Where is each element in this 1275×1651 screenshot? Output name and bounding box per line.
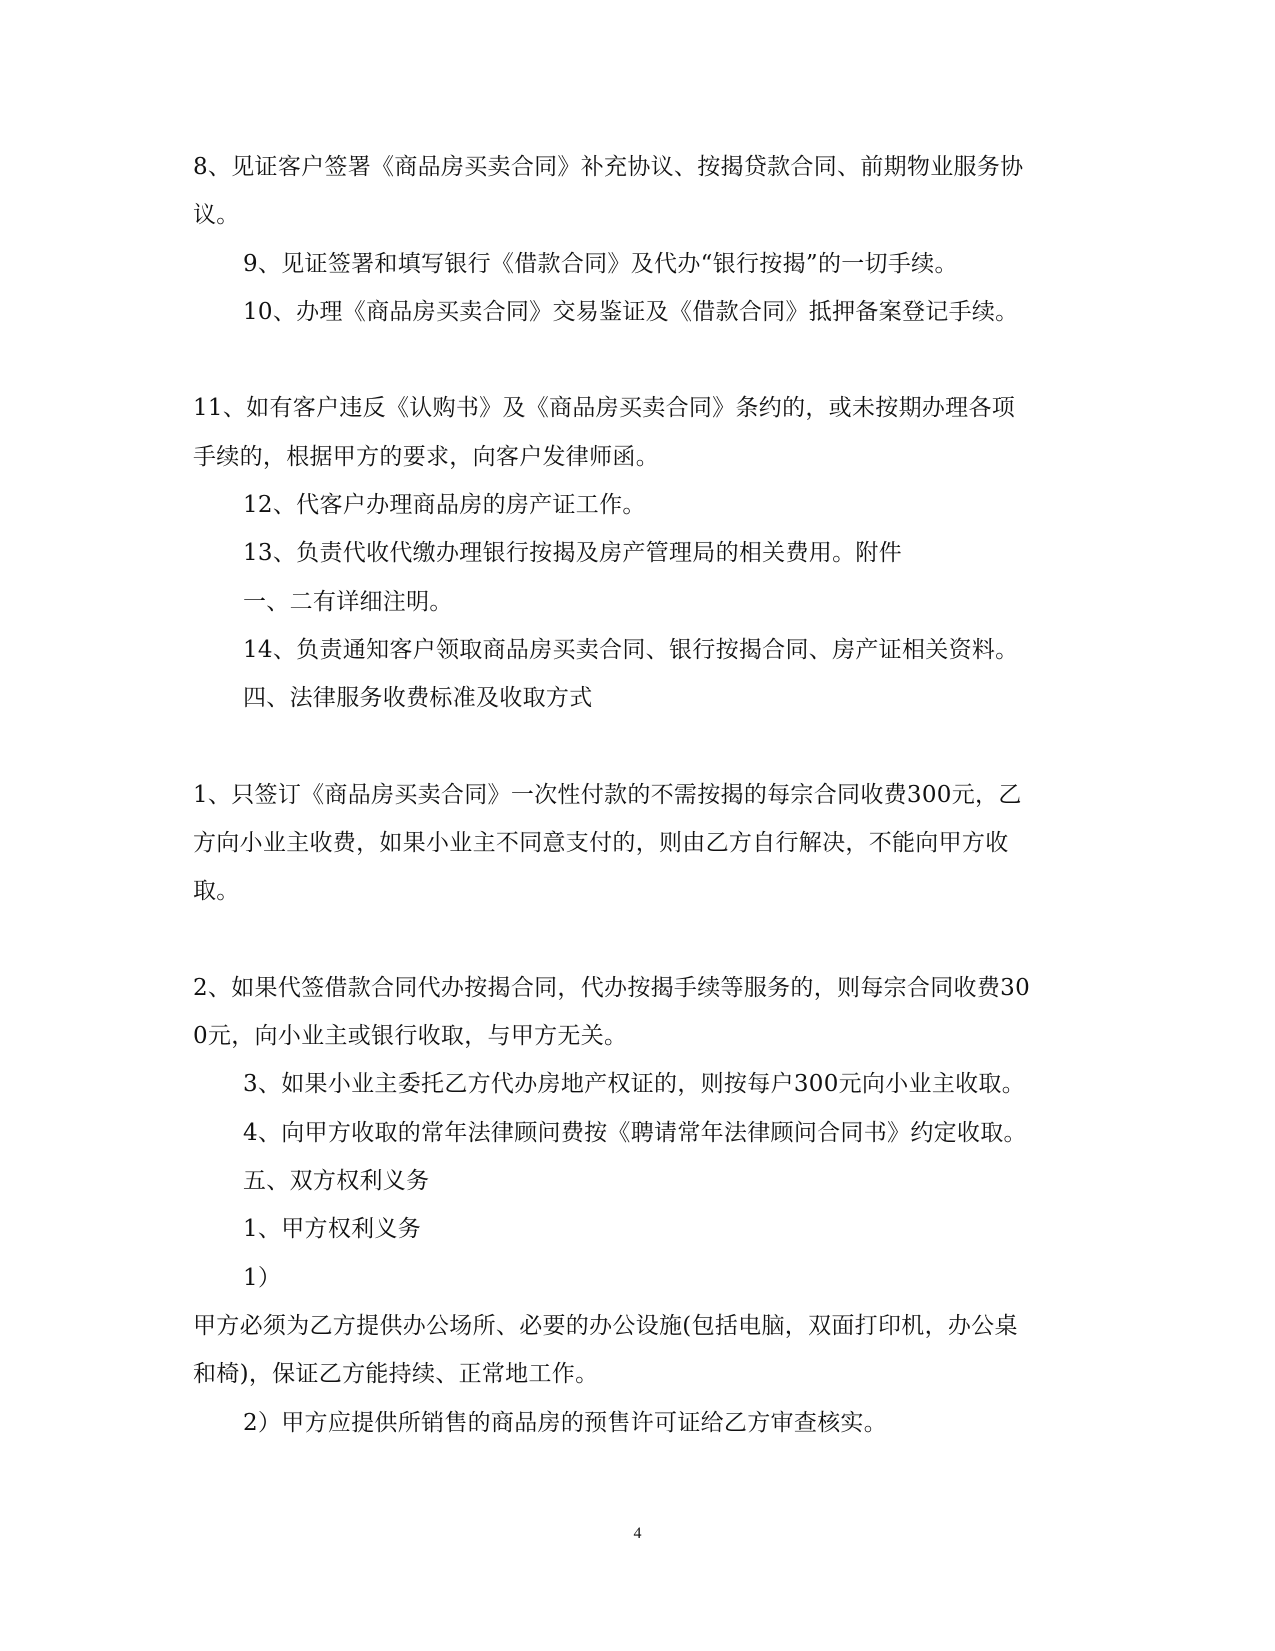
text-line: 4、向甲方收取的常年法律顾问费按《聘请常年法律顾问合同书》约定收取。	[243, 1120, 1027, 1146]
text-line: 13、负责代收代缴办理银行按揭及房产管理局的相关费用。附件	[243, 540, 902, 566]
text-line: 12、代客户办理商品房的房产证工作。	[243, 492, 646, 518]
subsection-heading: 1、甲方权利义务	[243, 1216, 422, 1242]
text-line: 0元，向小业主或银行收取，与甲方无关。	[193, 1023, 628, 1049]
section-heading: 四、法律服务收费标准及收取方式	[243, 685, 593, 711]
text-line: 8、见证客户签署《商品房买卖合同》补充协议、按揭贷款合同、前期物业服务协	[193, 154, 1024, 180]
text-line: 9、见证签署和填写银行《借款合同》及代办“银行按揭”的一切手续。	[243, 251, 958, 277]
text-line: 取。	[193, 878, 240, 904]
text-line: 1）	[243, 1265, 282, 1291]
text-line: 方向小业主收费，如果小业主不同意支付的，则由乙方自行解决，不能向甲方收	[193, 830, 1009, 856]
text-line: 甲方必须为乙方提供办公场所、必要的办公设施(包括电脑，双面打印机，办公桌	[193, 1313, 1018, 1339]
text-line: 议。	[193, 202, 240, 228]
text-line: 2、如果代签借款合同代办按揭合同，代办按揭手续等服务的，则每宗合同收费30	[193, 975, 1030, 1001]
text-line: 3、如果小业主委托乙方代办房地产权证的，则按每户300元向小业主收取。	[243, 1071, 1026, 1097]
text-line: 14、负责通知客户领取商品房买卖合同、银行按揭合同、房产证相关资料。	[243, 637, 1019, 663]
text-line: 11、如有客户违反《认购书》及《商品房买卖合同》条约的，或未按期办理各项	[193, 395, 1016, 421]
text-line: 2）甲方应提供所销售的商品房的预售许可证给乙方审查核实。	[243, 1410, 888, 1436]
text-line: 手续的，根据甲方的要求，向客户发律师函。	[193, 444, 659, 470]
text-line: 10、办理《商品房买卖合同》交易鉴证及《借款合同》抵押备案登记手续。	[243, 299, 1019, 325]
text-line: 和椅)，保证乙方能持续、正常地工作。	[193, 1361, 599, 1387]
section-heading: 五、双方权利义务	[243, 1168, 430, 1194]
text-line: 1、只签订《商品房买卖合同》一次性付款的不需按揭的每宗合同收费300元，乙	[193, 782, 1022, 808]
page-number: 4	[633, 1525, 642, 1542]
text-line: 一、二有详细注明。	[243, 589, 453, 615]
